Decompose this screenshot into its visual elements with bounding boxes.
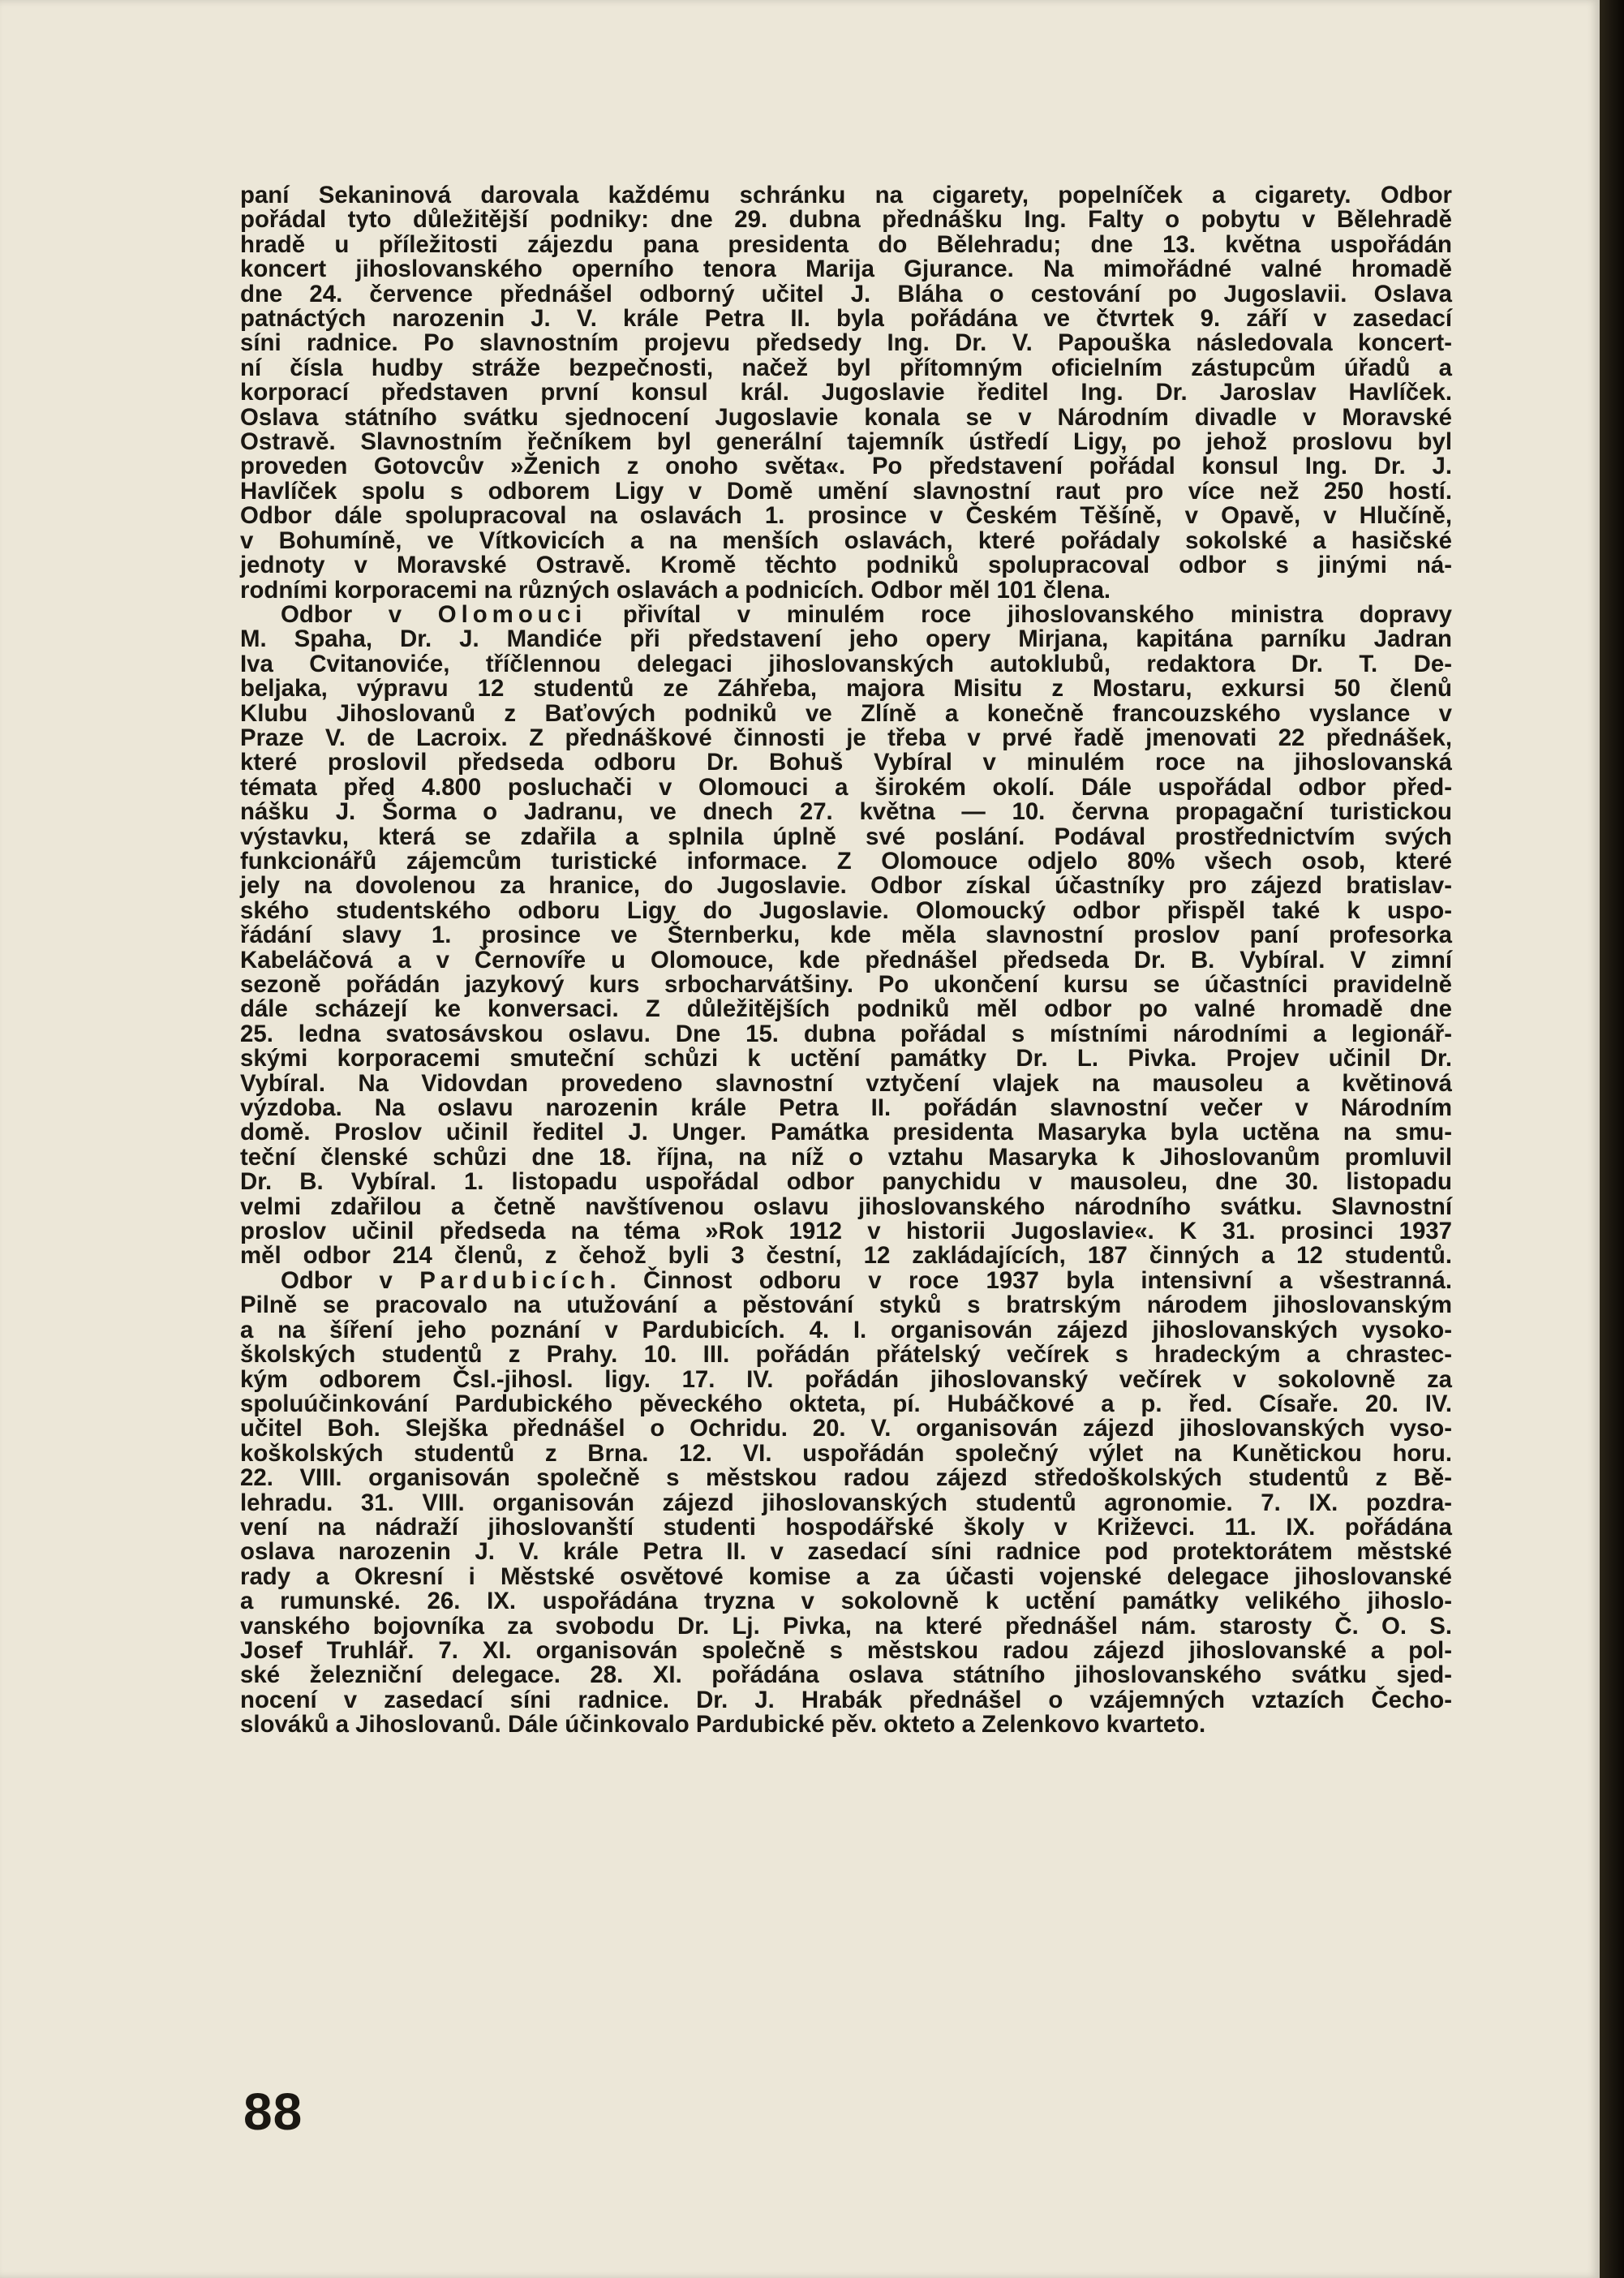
text-line: 25. ledna svatosávskou oslavu. Dne 15. dubna pořádal s místními národními a legionář- (240, 1020, 1452, 1047)
text-line: Pilně se pracovalo na utužování a pěstování styků s bratrským národem jihoslovanským (240, 1292, 1452, 1319)
text-line: rodními korporacemi na různých oslavách a podnicích. Odbor měl 101 člena. (240, 576, 1111, 604)
text-line: rady a Okresní i Městské osvětové komise a za účasti vojenské delegace jihoslovanské (240, 1562, 1452, 1590)
text-line: řádání slavy 1. prosince ve Šternberku, kde měla slavnostní proslov paní profesorka (240, 922, 1452, 949)
text-line: měl odbor 214 členů, z čehož byli 3 čestní, 12 zakládajících, 187 činných a 12 studentů. (240, 1242, 1452, 1270)
text-line: dne 24. července přednášel odborný učitel J. Bláha o cestování po Jugoslavii. Oslava (240, 280, 1452, 307)
text-line: 22. VIII. organisován společně s městskou radou zájezd středoškolských studentů z Bě- (240, 1464, 1452, 1492)
spaced-town-name: Olomouci (437, 600, 587, 628)
text-line: ského studentského odboru Ligy do Jugoslavie. Olomoucký odbor přispěl také k uspo- (240, 896, 1452, 924)
text-line: učitel Boh. Slejška přednášel o Ochridu. 20. V. organisován zájezd jihoslovanských vyso- (240, 1415, 1452, 1442)
text-line: M. Spaha, Dr. J. Mandiće při představení jeho opery Mirjana, kapitána parníku Jadran (240, 625, 1452, 653)
text-line: nášku J. Šorma o Jadranu, ve dnech 27. května — 10. června propagační turistickou (240, 798, 1452, 826)
text-line: Klubu Jihoslovanů z Baťových podniků ve Zlíně a konečně francouzského vyslance v (240, 699, 1452, 727)
text-line: jely na dovolenou za hranice, do Jugoslavie. Odbor získal účastníky pro zájezd bratislav- (240, 872, 1452, 900)
text-line: Kabeláčová a v Černovíře u Olomouce, kde přednášel předseda Dr. B. Vybíral. V zimní (240, 946, 1452, 974)
text-line: kým odborem Čsl.-jihosl. ligy. 17. IV. pořádán jihoslovanský večírek v sokolovně za (240, 1365, 1452, 1393)
text-line: v Bohumíně, ve Vítkovicích a na menších oslavách, které pořádaly sokolské a hasičské (240, 527, 1452, 554)
text-line: a na šíření jeho poznání v Pardubicích. 4. I. organisován zájezd jihoslovanských vysoko- (240, 1316, 1452, 1343)
text-line: beljaka, výpravu 12 studentů ze Záhřeba, majora Misitu z Mostaru, exkursi 50 členů (240, 675, 1452, 703)
text-line: a rumunské. 26. IX. uspořádána tryzna v sokolovně k uctění památky velikého jihoslo- (240, 1588, 1452, 1615)
text-line: témata před 4.800 posluchači v Olomouci a širokém okolí. Dále uspořádal odbor před- (240, 773, 1452, 801)
paragraph-first-line (240, 1266, 1452, 1294)
text-line: korporací představen první konsul král. Jugoslavie ředitel Ing. Dr. Jaroslav Havlíček. (240, 379, 1452, 406)
text-line: koncert jihoslovanského operního tenora Marija Gjurance. Na mimořádné valné hromadě (240, 256, 1452, 283)
text-line: Ostravě. Slavnostním řečníkem byl generální tajemník ústředí Ligy, po jehož proslovu byl (240, 428, 1452, 456)
text-line: Havlíček spolu s odborem Ligy v Domě umění slavnostní raut pro více než 250 hostí. (240, 477, 1452, 505)
text-line: výstavku, která se zdařila a splnila úplně své poslání. Podával prostřednictvím svých (240, 823, 1452, 850)
text-line: hradě u příležitosti zájezdu pana presidenta do Bělehradu; dne 13. května uspořádán (240, 230, 1452, 258)
text-line: patnáctých narozenin J. V. krále Petra II. byla pořádána ve čtvrtek 9. září v zasedací (240, 305, 1452, 333)
line-rest: . Činnost odboru v roce 1937 byla intensivní a všestranná. (609, 1266, 1452, 1294)
text-line: proveden Gotovcův »Ženich z onoho světa«. Po představení pořádal konsul Ing. Dr. J. (240, 453, 1452, 480)
text-line: oslava narozenin J. V. krále Petra II. v zasedací síni radnice pod protektorátem městské (240, 1538, 1452, 1566)
text-line: skými korporacemi smuteční schůzi k uctění památky Dr. L. Pivka. Projev učinil Dr. (240, 1045, 1452, 1072)
text-line: ské železniční delegace. 28. XI. pořádána oslava státního jihoslovanského svátku sjed- (240, 1661, 1452, 1689)
text-line: Dr. B. Vybíral. 1. listopadu uspořádal odbor panychidu v mausoleu, dne 30. listopadu (240, 1168, 1452, 1196)
text-line: ní čísla hudby stráže bezpečnosti, načež byl přítomným oficielním zástupcům úřadů a (240, 354, 1452, 381)
book-binding-edge (1600, 0, 1624, 2278)
text-line: dále scházejí ke konversaci. Z důležitějších podniků měl odbor po valné hromadě dne (240, 995, 1452, 1023)
line-rest: přivítal v minulém roce jihoslovanského ministra dopravy (586, 600, 1452, 628)
text-line: Josef Truhlář. 7. XI. organisován společně s městskou radou zájezd jihoslovanské a pol- (240, 1636, 1452, 1664)
text-line: paní Sekaninová darovala každému schránku na cigarety, popelníček a cigarety. Odbor (240, 182, 1452, 208)
text-line: Iva Cvitanoviće, tříčlennou delegaci jihoslovanských autoklubů, redaktora Dr. T. De- (240, 650, 1452, 677)
text-line: Vybíral. Na Vidovdan provedeno slavnostní vztyčení vlajek na mausoleu a květinová (240, 1069, 1452, 1097)
text-line: velmi zdařilou a četně navštívenou oslavu jihoslovanského národního svátku. Slavnostní (240, 1193, 1452, 1220)
text-line: vanského bojovníka za svobodu Dr. Lj. Pivka, na které přednášel nám. starosty Č. O. S. (240, 1612, 1452, 1640)
text-line: Odbor dále spolupracoval na oslavách 1. prosince v Českém Těšíně, v Opavě, v Hlučíně, (240, 502, 1452, 530)
text-line: funkcionářů zájemcům turistické informace. Z Olomouce odjelo 80% všech osob, které (240, 847, 1452, 875)
text-line: lehradu. 31. VIII. organisován zájezd jihoslovanských studentů agronomie. 7. IX. pozdra- (240, 1489, 1452, 1516)
text-line: proslov učinil předseda na téma »Rok 1912 v historii Jugoslavie«. K 31. prosinci 1937 (240, 1218, 1452, 1245)
page-number: 88 (243, 2082, 303, 2141)
text-line: školských studentů z Prahy. 10. III. pořádán přátelský večírek s hradeckým a chrastec- (240, 1341, 1452, 1369)
text-line: teční členské schůzi dne 18. října, na níž o vztahu Masaryka k Jihoslovanům promluvil (240, 1143, 1452, 1171)
text-line: domě. Proslov učinil ředitel J. Unger. Památka presidenta Masaryka byla uctěna na smu- (240, 1119, 1452, 1146)
spaced-town-name: Pardubicích (419, 1266, 610, 1294)
text-line: pořádal tyto důležitější podniky: dne 29. dubna přednášku Ing. Falty o pobytu v Bělehradě (240, 206, 1452, 234)
text-line: jednoty v Moravské Ostravě. Kromě těchto podniků spolupracoval odbor s jinými ná- (240, 552, 1452, 579)
text-line: slováků a Jihoslovanů. Dále účinkovalo Pardubické pěv. okteto a Zelenkovo kvarteto. (240, 1711, 1206, 1739)
text-line: spoluúčinkování Pardubického pěveckého okteta, pí. Hubáčkové a p. řed. Císaře. 20. IV. (240, 1390, 1452, 1417)
body-text (240, 183, 1452, 1738)
text-line: koškolských studentů z Brna. 12. VI. uspořádán společný výlet na Kunětickou horu. (240, 1439, 1452, 1467)
paragraph-first-line (240, 600, 1452, 628)
text-line: které proslovil předseda odboru Dr. Bohuš Vybíral v minulém roce na jihoslovanská (240, 749, 1452, 776)
text-line: Oslava státního svátku sjednocení Jugoslavie konala se v Národním divadle v Moravské (240, 403, 1452, 431)
text-line: sezoně pořádán jazykový kurs srbocharvátšiny. Po ukončení kursu se účastníci pravidelně (240, 971, 1452, 998)
text-line: síni radnice. Po slavnostním projevu předsedy Ing. Dr. V. Papouška následovala koncert- (240, 329, 1452, 357)
lead-text: Odbor v (281, 1266, 420, 1294)
text-line: nocení v zasedací síni radnice. Dr. J. Hrabák přednášel o vzájemných vztazích Čecho- (240, 1686, 1452, 1713)
text-line: výzdoba. Na oslavu narozenin krále Petra II. pořádán slavnostní večer v Národním (240, 1094, 1452, 1122)
text-line: Praze V. de Lacroix. Z přednáškové činnosti je třeba v prvé řadě jmenovati 22 přednášek, (240, 724, 1452, 751)
text-line: vení na nádraží jihoslovanští studenti hospodářské školy v Križevci. 11. IX. pořádána (240, 1513, 1452, 1541)
lead-text: Odbor v (281, 600, 438, 628)
